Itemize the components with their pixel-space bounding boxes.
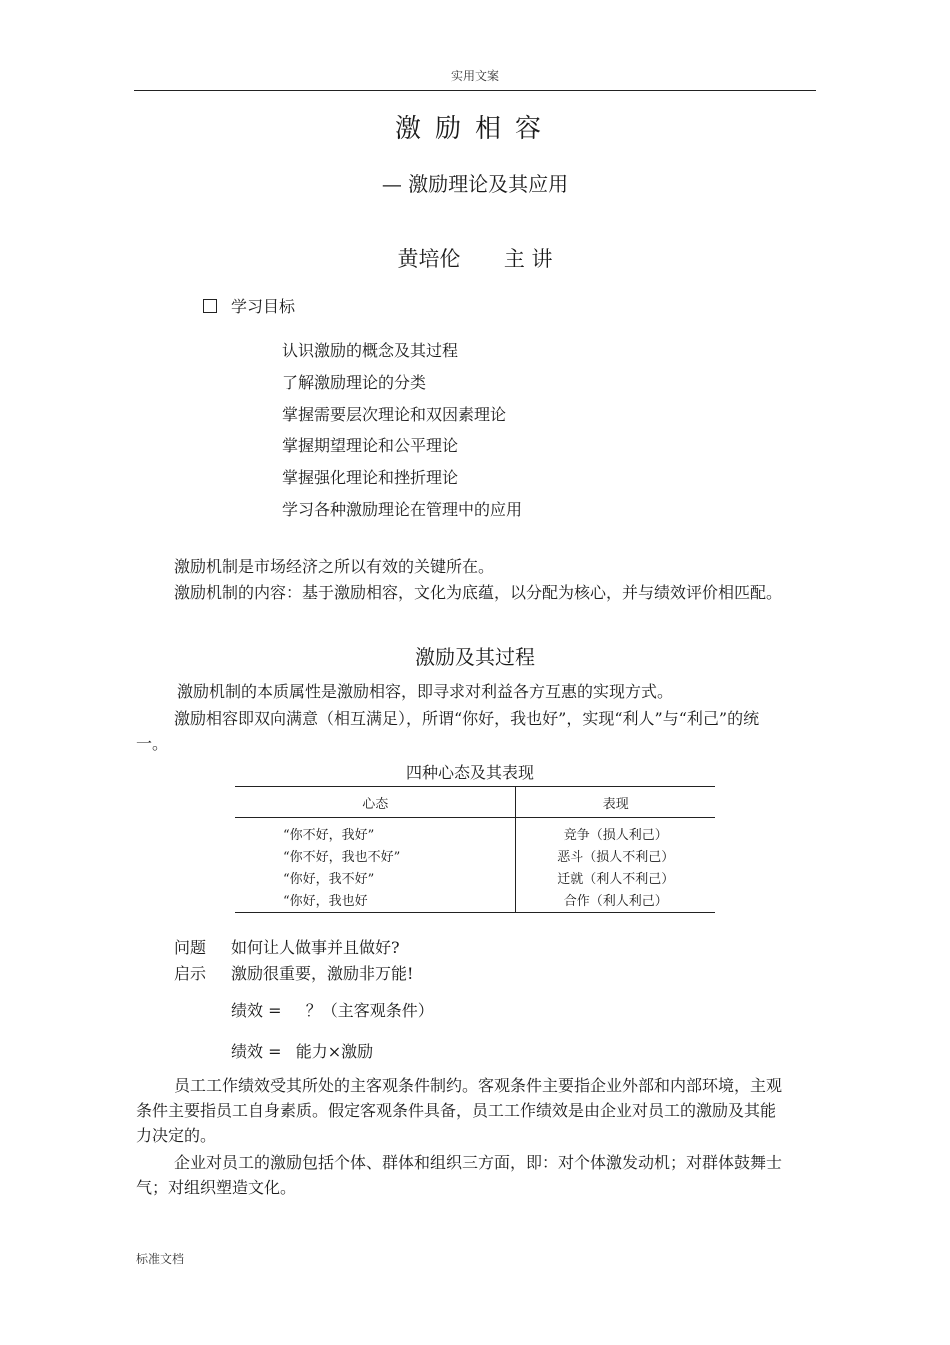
formula-lhs: 绩效 = — [231, 1001, 282, 1020]
question-line — [174, 935, 400, 958]
table-row — [235, 818, 715, 845]
table-cell: “你不好，我好” — [235, 818, 516, 845]
hint-label: 启示 — [174, 964, 207, 983]
table-row — [235, 888, 715, 913]
hint-text: 激励很重要，激励非万能! — [231, 964, 414, 983]
column-header-mindset: 心态 — [235, 787, 516, 818]
question-label: 问题 — [174, 938, 207, 957]
list-item: 掌握需要层次理论和双因素理论 — [282, 404, 507, 424]
intro-paragraph-2: 激励机制的内容：基于激励相容，文化为底蕴，以分配为核心，并与绩效评价相匹配。 — [174, 583, 783, 602]
table-cell: “你好，我也好 — [235, 888, 516, 913]
hint-line — [174, 961, 413, 984]
objectives-list — [282, 340, 522, 531]
header-divider — [134, 90, 816, 91]
formula-lhs: 绩效 = — [231, 1042, 282, 1061]
table-cell: 竞争（损人利己） — [563, 827, 668, 843]
table-cell: “你不好，我也不好” — [235, 844, 516, 866]
speaker-role: 主 讲 — [503, 247, 553, 271]
table-row — [235, 844, 715, 866]
column-header-behavior: 表现 — [516, 787, 715, 818]
speaker-name: 黄培伦 — [397, 247, 461, 271]
objectives-heading-label: 学习目标 — [231, 297, 296, 316]
document-title: 激励相容 — [394, 114, 555, 144]
table-cell: 恶斗（损人不利己） — [557, 849, 675, 865]
question-text: 如何让人做事并且做好? — [231, 938, 400, 957]
closing-paragraph-1: 员工工作绩效受其所处的主客观条件制约。客观条件主要指企业外部和内部环境，主观条件主要指员工自身素质。假定客观条件具备，员工工作绩效是由企业对员工的激励及其能力决定的。 — [136, 1076, 783, 1145]
page-header: 实用文案 — [450, 69, 499, 83]
section-title: 激励及其过程 — [415, 645, 535, 669]
list-item: 掌握强化理论和挫折理论 — [282, 468, 459, 488]
list-item: 了解激励理论的分类 — [282, 372, 427, 392]
formula-line-2 — [231, 1039, 373, 1062]
document-subtitle: — 激励理论及其应用 — [381, 172, 569, 196]
formula-rhs: ？（主客观条件） — [305, 1001, 434, 1020]
list-item: 认识激励的概念及其过程 — [282, 341, 459, 360]
table-row — [235, 866, 715, 888]
objectives-heading — [203, 294, 295, 317]
list-item: 掌握期望理论和公平理论 — [282, 436, 459, 456]
intro-paragraph-1: 激励机制是市场经济之所以有效的关键所在。 — [174, 557, 495, 576]
table-cell: “你好，我不好” — [235, 866, 516, 888]
section-paragraph-2: 激励相容即双向满意（相互满足），所谓“你好，我也好”，实现“利人”与“利己”的统一。 — [136, 709, 760, 753]
table-header-row — [235, 787, 715, 818]
section-paragraph-1: 激励机制的本质属性是激励相容，即寻求对利益各方互惠的实现方式。 — [177, 682, 674, 701]
mindset-table — [235, 786, 715, 913]
checkbox-icon — [203, 299, 217, 313]
speaker-line — [0, 243, 950, 273]
table-cell: 合作（利人利己） — [516, 888, 715, 913]
formula-line-1 — [231, 998, 434, 1021]
formula-rhs: 能力×激励 — [295, 1042, 374, 1061]
table-caption: 四种心态及其表现 — [405, 763, 534, 782]
table-cell: 迁就（利人不利己） — [557, 871, 675, 887]
closing-paragraph-2: 企业对员工的激励包括个体、群体和组织三方面，即：对个体激发动机；对群体鼓舞士气；对组织塑造文化。 — [136, 1153, 783, 1197]
page-footer: 标准文档 — [136, 1252, 185, 1266]
list-item: 学习各种激励理论在管理中的应用 — [282, 499, 523, 519]
